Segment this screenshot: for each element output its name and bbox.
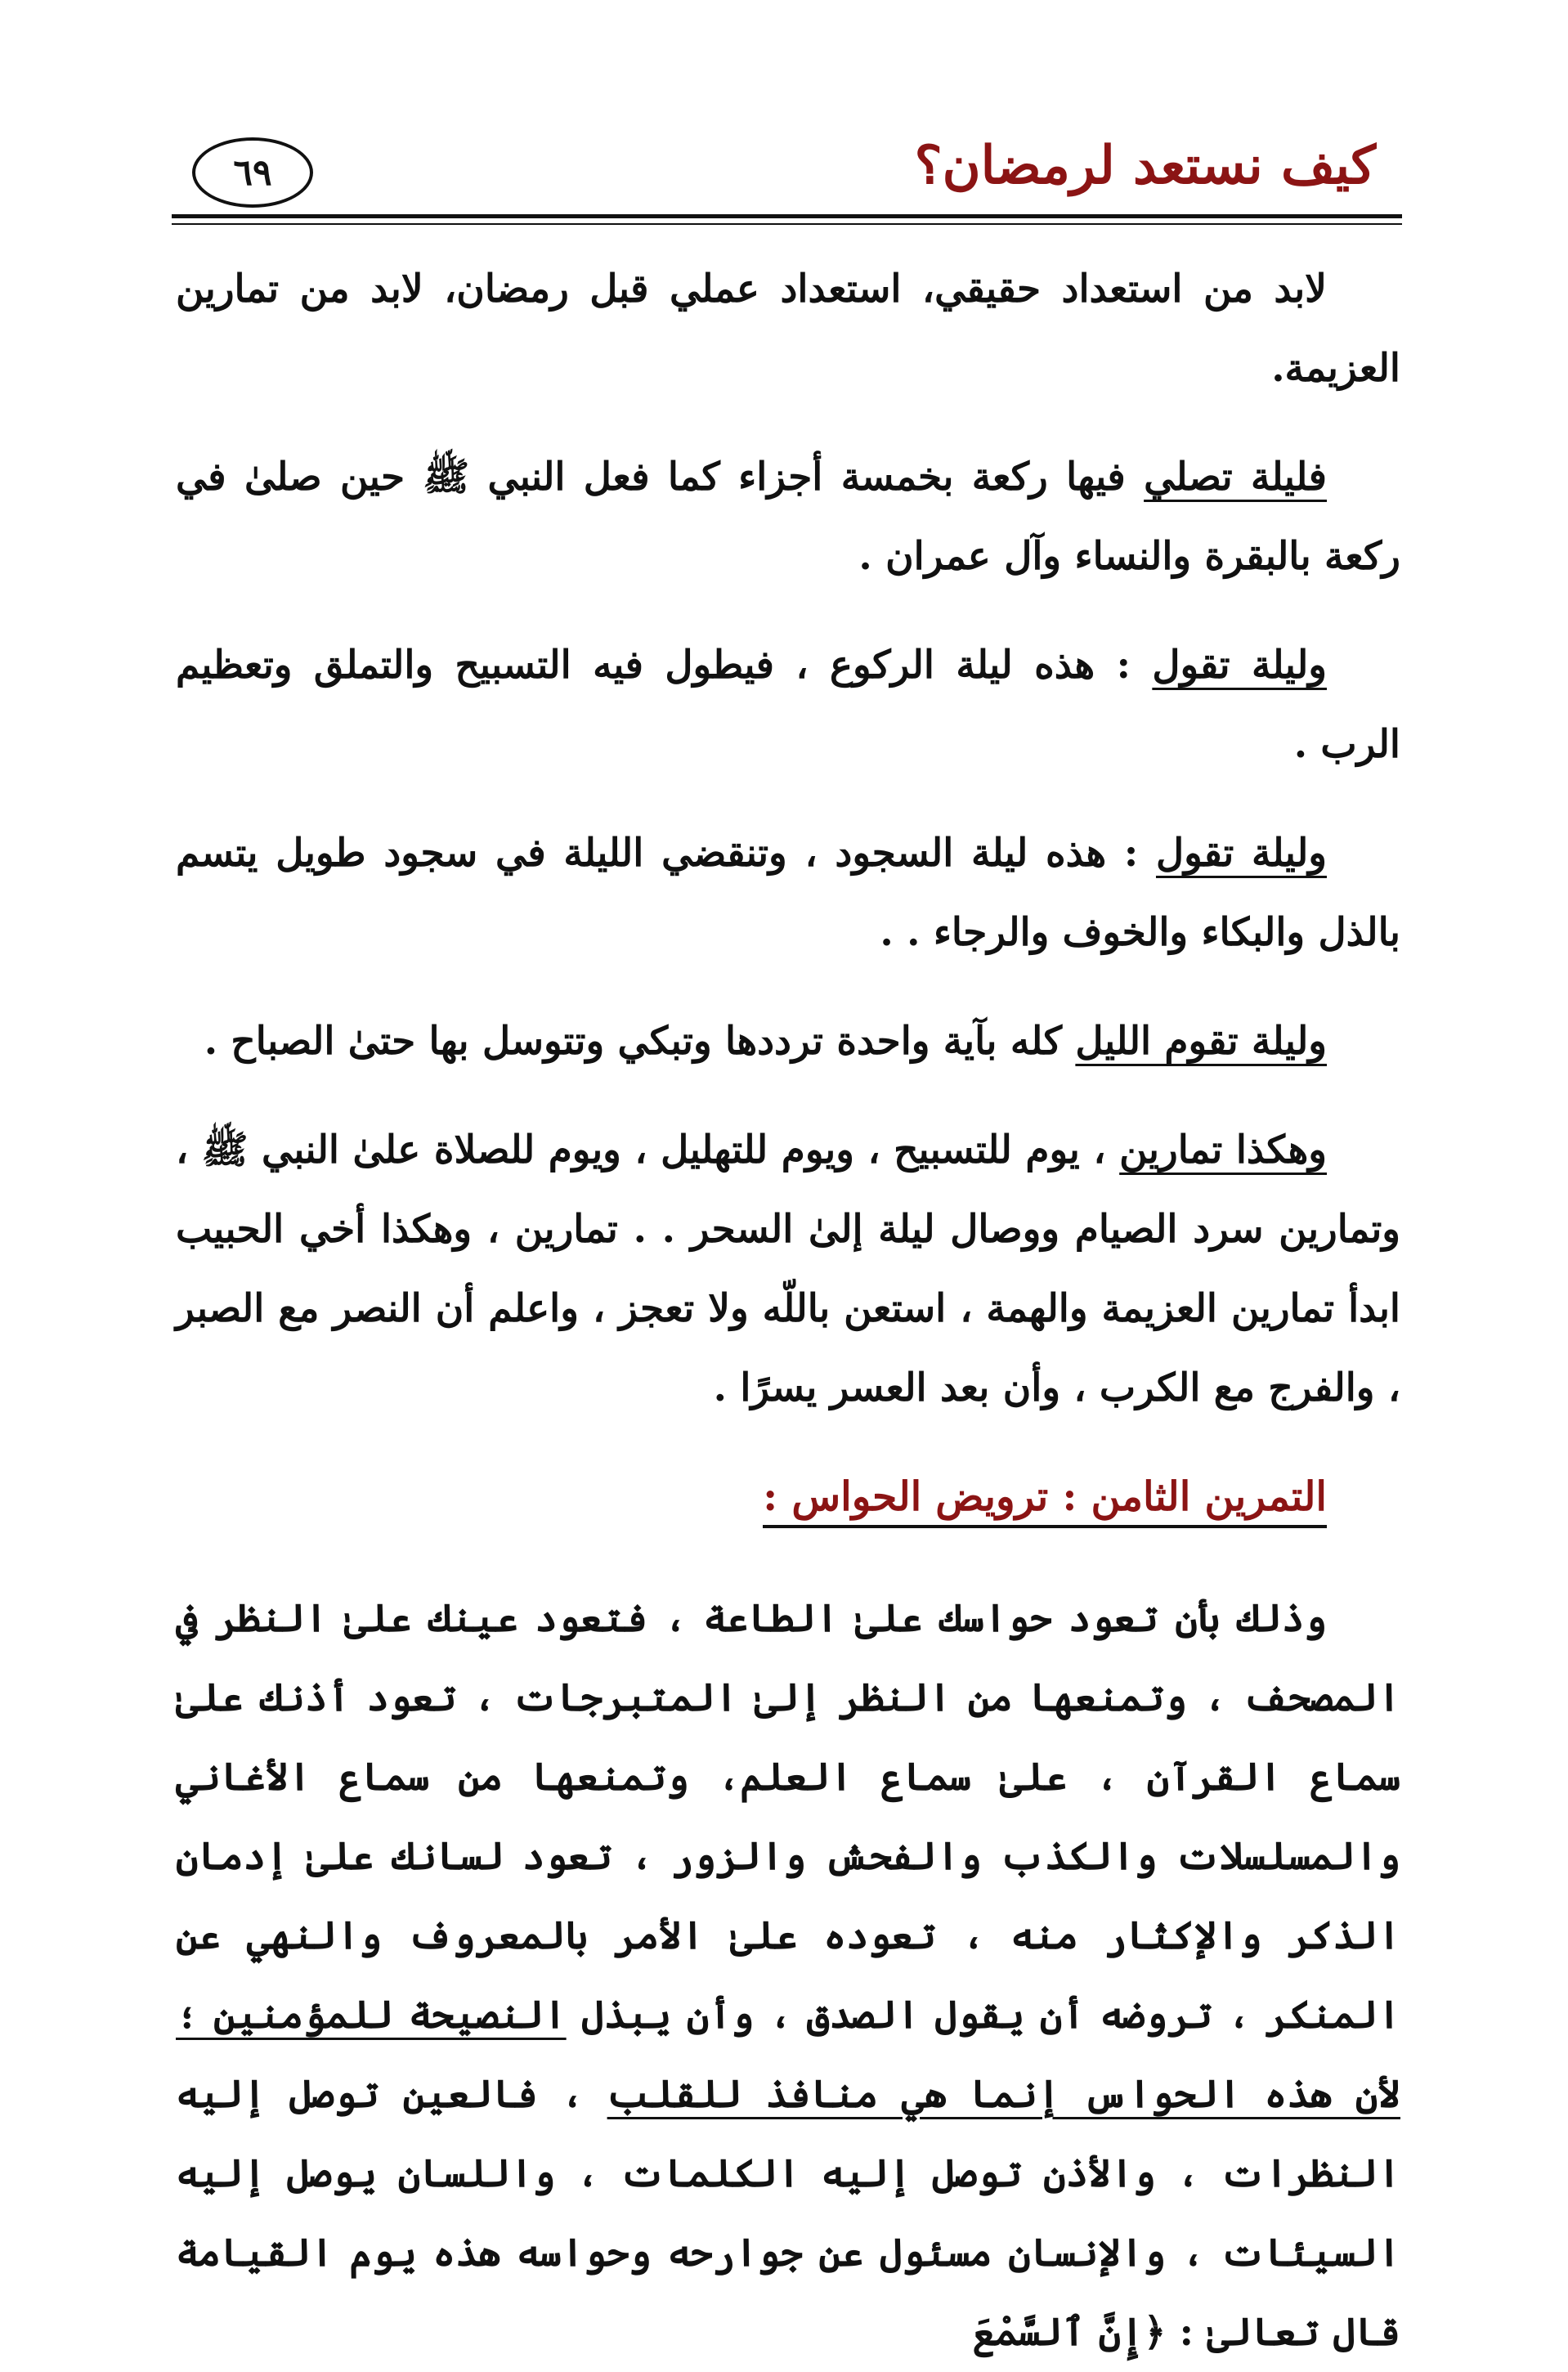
paragraph-5-underlined: وليلة تقوم الليل <box>1075 1019 1327 1064</box>
paragraph-3 <box>176 626 1400 784</box>
paragraph-5-text: كله بآية واحدة ترددها وتبكي وتتوسل بها حتىٰ الصباح . <box>204 1019 1076 1064</box>
paragraph-2-underlined: فليلة تصلي <box>1144 455 1327 500</box>
paragraph-4 <box>176 814 1400 972</box>
paragraph-3-text: : هذه ليلة الركوع ، فيطول فيه التسبيح والتملق وتعظيم الرب . <box>176 643 1400 767</box>
header-rule-thick <box>172 214 1402 218</box>
running-header-title: كيف نستعد لرمضان؟ <box>914 135 1376 196</box>
header-rule-thin <box>172 223 1402 225</box>
paragraph-1-text: لابد من استعداد حقيقي، استعداد عملي قبل رمضان، لابد من تمارين العزيمة. <box>176 267 1400 391</box>
paragraph-7-underlined: النصيحة للمؤمنين ؛ لأن هذه الحواس إنما هي منافذ للقلب <box>176 1993 1400 2117</box>
page-number: ٦٩ <box>192 137 313 208</box>
paragraph-6 <box>176 1110 1400 1428</box>
paragraph-2 <box>176 437 1400 596</box>
paragraph-4-underlined: وليلة تقول <box>1155 831 1327 876</box>
paragraph-3-underlined: وليلة تقول <box>1152 643 1327 688</box>
paragraph-7-text-b: ، فالعين توصل إليه النظرات ، والأذن توصل إليه الكلمات ، واللسان يوصل إليه السيئات ، والإنسان مسئول عن جوارحه وحواسه هذه يوم القيامة قال تعالىٰ : ﴿إِنَّ ٱلسَّمْعَ <box>176 2072 1400 2355</box>
paragraph-7-text-a: وذلك بأن تعود حواسك علىٰ الطاعة ، فتعود عينك علىٰ النظر في المصحف ، وتمنعها من النظر إلىٰ المتبرجات ، تعود أذنك علىٰ سماع القرآن ، علىٰ سماع العلم، وتمنعها من سماع الأغاني والمسلسلات والكذب والفحش والزور ، تعود لسانك علىٰ إدمان الذكر والإكثار منه ، تعوده علىٰ الأمر بالمعروف والنهي عن المنكر ، تروضه أن يقول الصدق ، وأن يبذل <box>176 1596 1400 2038</box>
paragraph-7 <box>176 1579 1400 2372</box>
paragraph-5 <box>176 1002 1400 1081</box>
paragraph-1 <box>176 249 1400 408</box>
paragraph-2-text: فيها ركعة بخمسة أجزاء كما فعل النبي ﷺ حين صلىٰ في ركعة بالبقرة والنساء وآل عمران . <box>176 455 1400 579</box>
body-text <box>176 249 1400 2372</box>
section-heading <box>176 1457 1400 1536</box>
paragraph-6-text: ، يوم للتسبيح ، ويوم للتهليل ، ويوم للصلاة علىٰ النبي ﷺ ، وتمارين سرد الصيام ووصال ليلة إلىٰ السحر . . تمارين ، وهكذا أخي الحبيب ابدأ تمارين العزيمة والهمة ، استعن باللّه ولا تعجز ، واعلم أن النصر مع الصبر ، والفرج مع الكرب ، وأن بعد العسر يسرًا . <box>176 1128 1400 1410</box>
paragraph-4-text: : هذه ليلة السجود ، وتنقضي الليلة في سجود طويل يتسم بالذل والبكاء والخوف والرجاء . . <box>176 831 1400 955</box>
section-heading-text: التمرين الثامن : ترويض الحواس : <box>763 1473 1327 1528</box>
paragraph-6-underlined: وهكذا تمارين <box>1119 1128 1327 1173</box>
